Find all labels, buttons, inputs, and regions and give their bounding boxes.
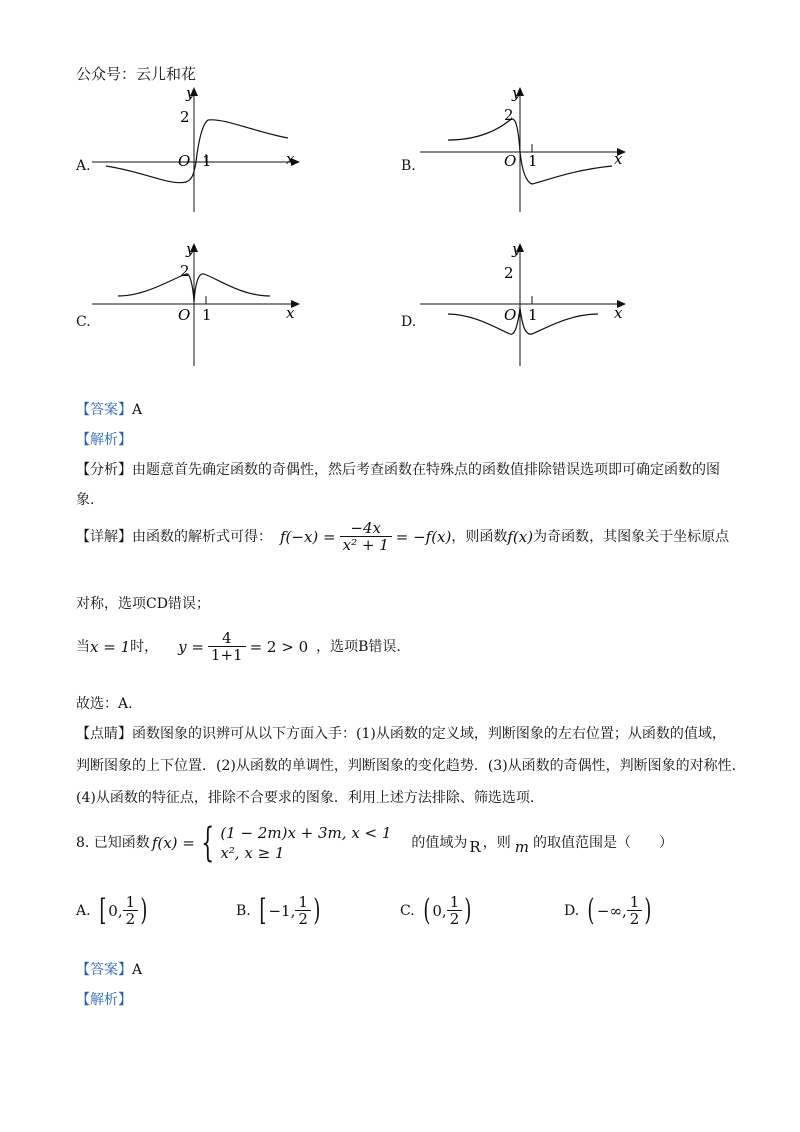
q8-option-a-den: 2	[125, 910, 136, 928]
q8-option-d-den: 2	[629, 910, 640, 928]
graph-a	[90, 84, 310, 219]
q7-fenxi-tag: 【分析】	[76, 462, 132, 478]
q8-stem-d: 的取值范围是（ ）	[532, 835, 673, 851]
q7-fenxi-line1	[76, 460, 720, 480]
q8-stem	[76, 820, 673, 866]
q8-R: R	[469, 838, 481, 856]
graph-c-origin: O	[178, 306, 191, 324]
q8-stem-b: 的值域为	[411, 835, 468, 851]
q8-option-a[interactable]	[76, 894, 150, 927]
q8-case1: (1 − 2m)x + 3m, x < 1	[220, 824, 392, 842]
q7-when-x: x = 1	[90, 637, 131, 656]
q8-left-brace: {	[201, 820, 214, 866]
q8-option-d-num: 1	[627, 894, 643, 911]
q8-fx: f(x) =	[151, 834, 195, 852]
graph-b-x-tick: 1	[528, 152, 538, 170]
q7-dianjing-tag: 【点睛】	[76, 726, 132, 742]
q8-option-d-left: (	[587, 892, 595, 928]
q8-option-c-right: )	[464, 892, 472, 928]
q7-y-fraction	[208, 630, 246, 663]
graph-a-label: A.	[76, 158, 91, 174]
q8-option-b-a: −1,	[268, 901, 296, 920]
q7-xiangjie-a: 由函数的解析式可得：	[132, 528, 272, 545]
q8-option-b-left: [	[259, 892, 267, 928]
source-header: 公众号：云儿和花	[76, 65, 197, 83]
graph-d-y-axis-label: y	[512, 240, 521, 258]
graph-a-x-tick: 1	[202, 152, 212, 170]
q8-option-d-frac	[627, 894, 643, 927]
graph-c	[90, 240, 310, 370]
graph-b-y-axis-label: y	[512, 84, 521, 102]
graph-b-y-tick: 2	[504, 106, 514, 124]
q8-option-c-a: 0,	[432, 901, 447, 920]
q8-cases	[220, 823, 391, 863]
q7-when-line	[76, 630, 401, 663]
q8-option-d[interactable]	[564, 894, 654, 927]
q7-eq-den: x² + 1	[342, 536, 389, 554]
q8-option-c-left: (	[423, 892, 431, 928]
q8-case2: x², x ≥ 1	[220, 844, 285, 862]
graph-a-origin: O	[178, 152, 191, 170]
q7-dianjing-line2: 判断图象的上下位置．(2)从函数的单调性，判断图象的变化趋势．(3)从函数的奇偶性，判断图象的对称性．	[76, 758, 746, 774]
graph-d	[418, 240, 638, 370]
q7-when-b: 时，	[130, 638, 159, 655]
q7-fx: f(x)	[507, 527, 534, 546]
q8-answer: A	[132, 962, 143, 978]
q7-y-eq: y =	[178, 637, 204, 656]
q7-answer: A	[132, 402, 143, 418]
q8-option-b-label: B.	[236, 902, 251, 919]
graph-c-y-tick: 2	[180, 262, 190, 280]
q7-when-c: ，选项B错误.	[316, 638, 401, 655]
q7-guxuan: 故选：A.	[76, 696, 133, 712]
q7-y-den: 1+1	[210, 646, 243, 664]
q7-xiangjie-line1	[76, 520, 729, 553]
graph-a-y-tick: 2	[180, 108, 190, 126]
q8-analysis-tag: 【解析】	[76, 992, 132, 1008]
q8-option-b-den: 2	[298, 910, 308, 928]
q8-option-b[interactable]	[236, 894, 323, 927]
q8-option-d-a: −∞,	[596, 901, 627, 920]
q7-analysis-tag: 【解析】	[76, 432, 132, 448]
graph-b-label: B.	[401, 158, 416, 174]
q7-eq-rhs: = −f(x)	[395, 527, 452, 546]
graph-a-y-axis-label: y	[186, 84, 195, 102]
q8-option-b-num: 1	[295, 894, 311, 911]
q7-y-num: 4	[208, 630, 246, 647]
q7-eq-lhs: f(−x) =	[280, 527, 336, 546]
q8-option-c-label: C.	[400, 902, 415, 919]
graph-d-x-tick: 1	[528, 306, 538, 324]
q8-option-a-frac	[123, 894, 139, 927]
q7-xiangjie-line2: 对称，选项CD错误；	[76, 596, 210, 612]
q8-m: m	[514, 838, 529, 856]
q8-option-d-right: )	[644, 892, 652, 928]
q7-xiangjie-c: 为奇函数，其图象关于坐标原点	[533, 528, 730, 545]
q7-answer-line	[76, 400, 142, 420]
graph-b	[418, 84, 638, 219]
q8-option-d-label: D.	[564, 902, 580, 919]
graph-c-y-axis-label: y	[186, 240, 195, 258]
q7-when-a: 当	[76, 638, 90, 655]
q7-eq-fraction	[340, 520, 392, 553]
q8-option-a-right: )	[140, 892, 148, 928]
q7-fenxi-line2: 象.	[76, 492, 95, 508]
graph-d-y-tick: 2	[504, 264, 514, 282]
q7-y-rhs: = 2 > 0	[249, 637, 309, 656]
graph-c-x-axis-label: x	[286, 304, 295, 322]
graph-d-label: D.	[401, 314, 417, 330]
graph-b-x-axis-label: x	[614, 150, 623, 168]
graph-b-origin: O	[504, 152, 517, 170]
q8-option-b-frac	[295, 894, 311, 927]
q7-eq-num: −4x	[340, 520, 392, 537]
q8-answer-tag: 【答案】	[76, 962, 132, 978]
q7-dianjing-text1: 函数图象的识辨可从以下方面入手：(1)从函数的定义域，判断图象的左右位置；从函数的值域，	[132, 726, 726, 742]
q8-option-c-num: 1	[447, 894, 463, 911]
q8-option-a-a: 0,	[108, 901, 123, 920]
q8-option-a-num: 1	[123, 894, 139, 911]
q8-stem-a: 8. 已知函数	[76, 835, 150, 851]
q8-answer-line	[76, 960, 142, 980]
q8-option-c-den: 2	[449, 910, 460, 928]
q7-dianjing-line3: (4)从函数的特征点，排除不合要求的图象．利用上述方法排除、筛选选项.	[76, 790, 535, 806]
q8-option-c[interactable]	[400, 894, 474, 927]
graph-d-x-axis-label: x	[614, 304, 623, 322]
graph-d-origin: O	[504, 306, 517, 324]
q8-option-a-label: A.	[76, 902, 91, 919]
graph-a-x-axis-label: x	[286, 150, 295, 168]
q8-option-c-frac	[447, 894, 463, 927]
q8-option-b-right: )	[313, 892, 321, 928]
q7-dianjing-line1	[76, 724, 726, 744]
q7-xiangjie-tag: 【详解】	[76, 528, 132, 545]
graph-c-label: C.	[76, 314, 91, 330]
q7-answer-tag: 【答案】	[76, 402, 132, 418]
q7-xiangjie-b: ，则函数	[451, 528, 508, 545]
graph-c-x-tick: 1	[202, 306, 212, 324]
q8-stem-c: ，则	[482, 835, 511, 851]
q7-fenxi-text: 由题意首先确定函数的奇偶性，然后考查函数在特殊点的函数值排除错误选项即可确定函数的图	[132, 462, 720, 478]
q8-option-a-left: [	[98, 892, 106, 928]
